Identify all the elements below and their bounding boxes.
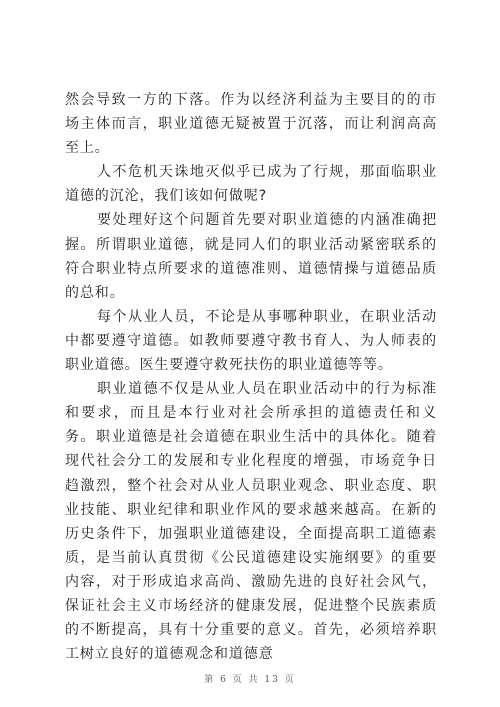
paragraph: 人不危机天诛地灭似乎已成为了行规，那面临职业道德的沉沦，我们该如何做呢? — [65, 164, 437, 205]
body-text — [65, 88, 437, 666]
paragraph: 职业道德不仅是从业人员在职业活动中的行为标准和要求，而且是本行业对社会所承担的道德责任和义务。职业道德是社会道德在职业生活中的具体化。随着现代社会分工的发展和专业化程度的增强，市场竞争日趋激烈，整个社会对从业人员职业观念、职业态度、职业技能、职业纪律和职业作风的要求越来越高。在新的历史条件下，加强职业道德建设，全面提高职工道德素质，是当前认真贯彻《公民道德建设实施纲要》的重要内容，对于形成追求高尚、激励先进的良好社会风气，保证社会主义市场经济的健康发展，促进整个民族素质的不断提高，具有十分重要的意义。首先，必须培养职工树立良好的道德观念和道德意 — [65, 381, 437, 663]
paragraph-continued: 然会导致一方的下落。作为以经济利益为主要目的的市场主体而言，职业道德无疑被置于沉落，而让利润高高至上。 — [65, 92, 437, 157]
paragraph: 要处理好这个问题首先要对职业道德的内涵准确把握。所谓职业道德，就是同人们的职业活动紧密联系的符合职业特点所要求的道德准则、道德情操与道德品质的总和。 — [65, 212, 437, 301]
page-number-footer: 第 6 页 共 13 页 — [204, 675, 296, 685]
paragraph: 每个从业人员，不论是从事哪种职业，在职业活动中都要遵守道德。如教师要遵守教书育人、为人师表的职业道德。医生要遵守救死扶伤的职业道德等等。 — [65, 308, 437, 374]
